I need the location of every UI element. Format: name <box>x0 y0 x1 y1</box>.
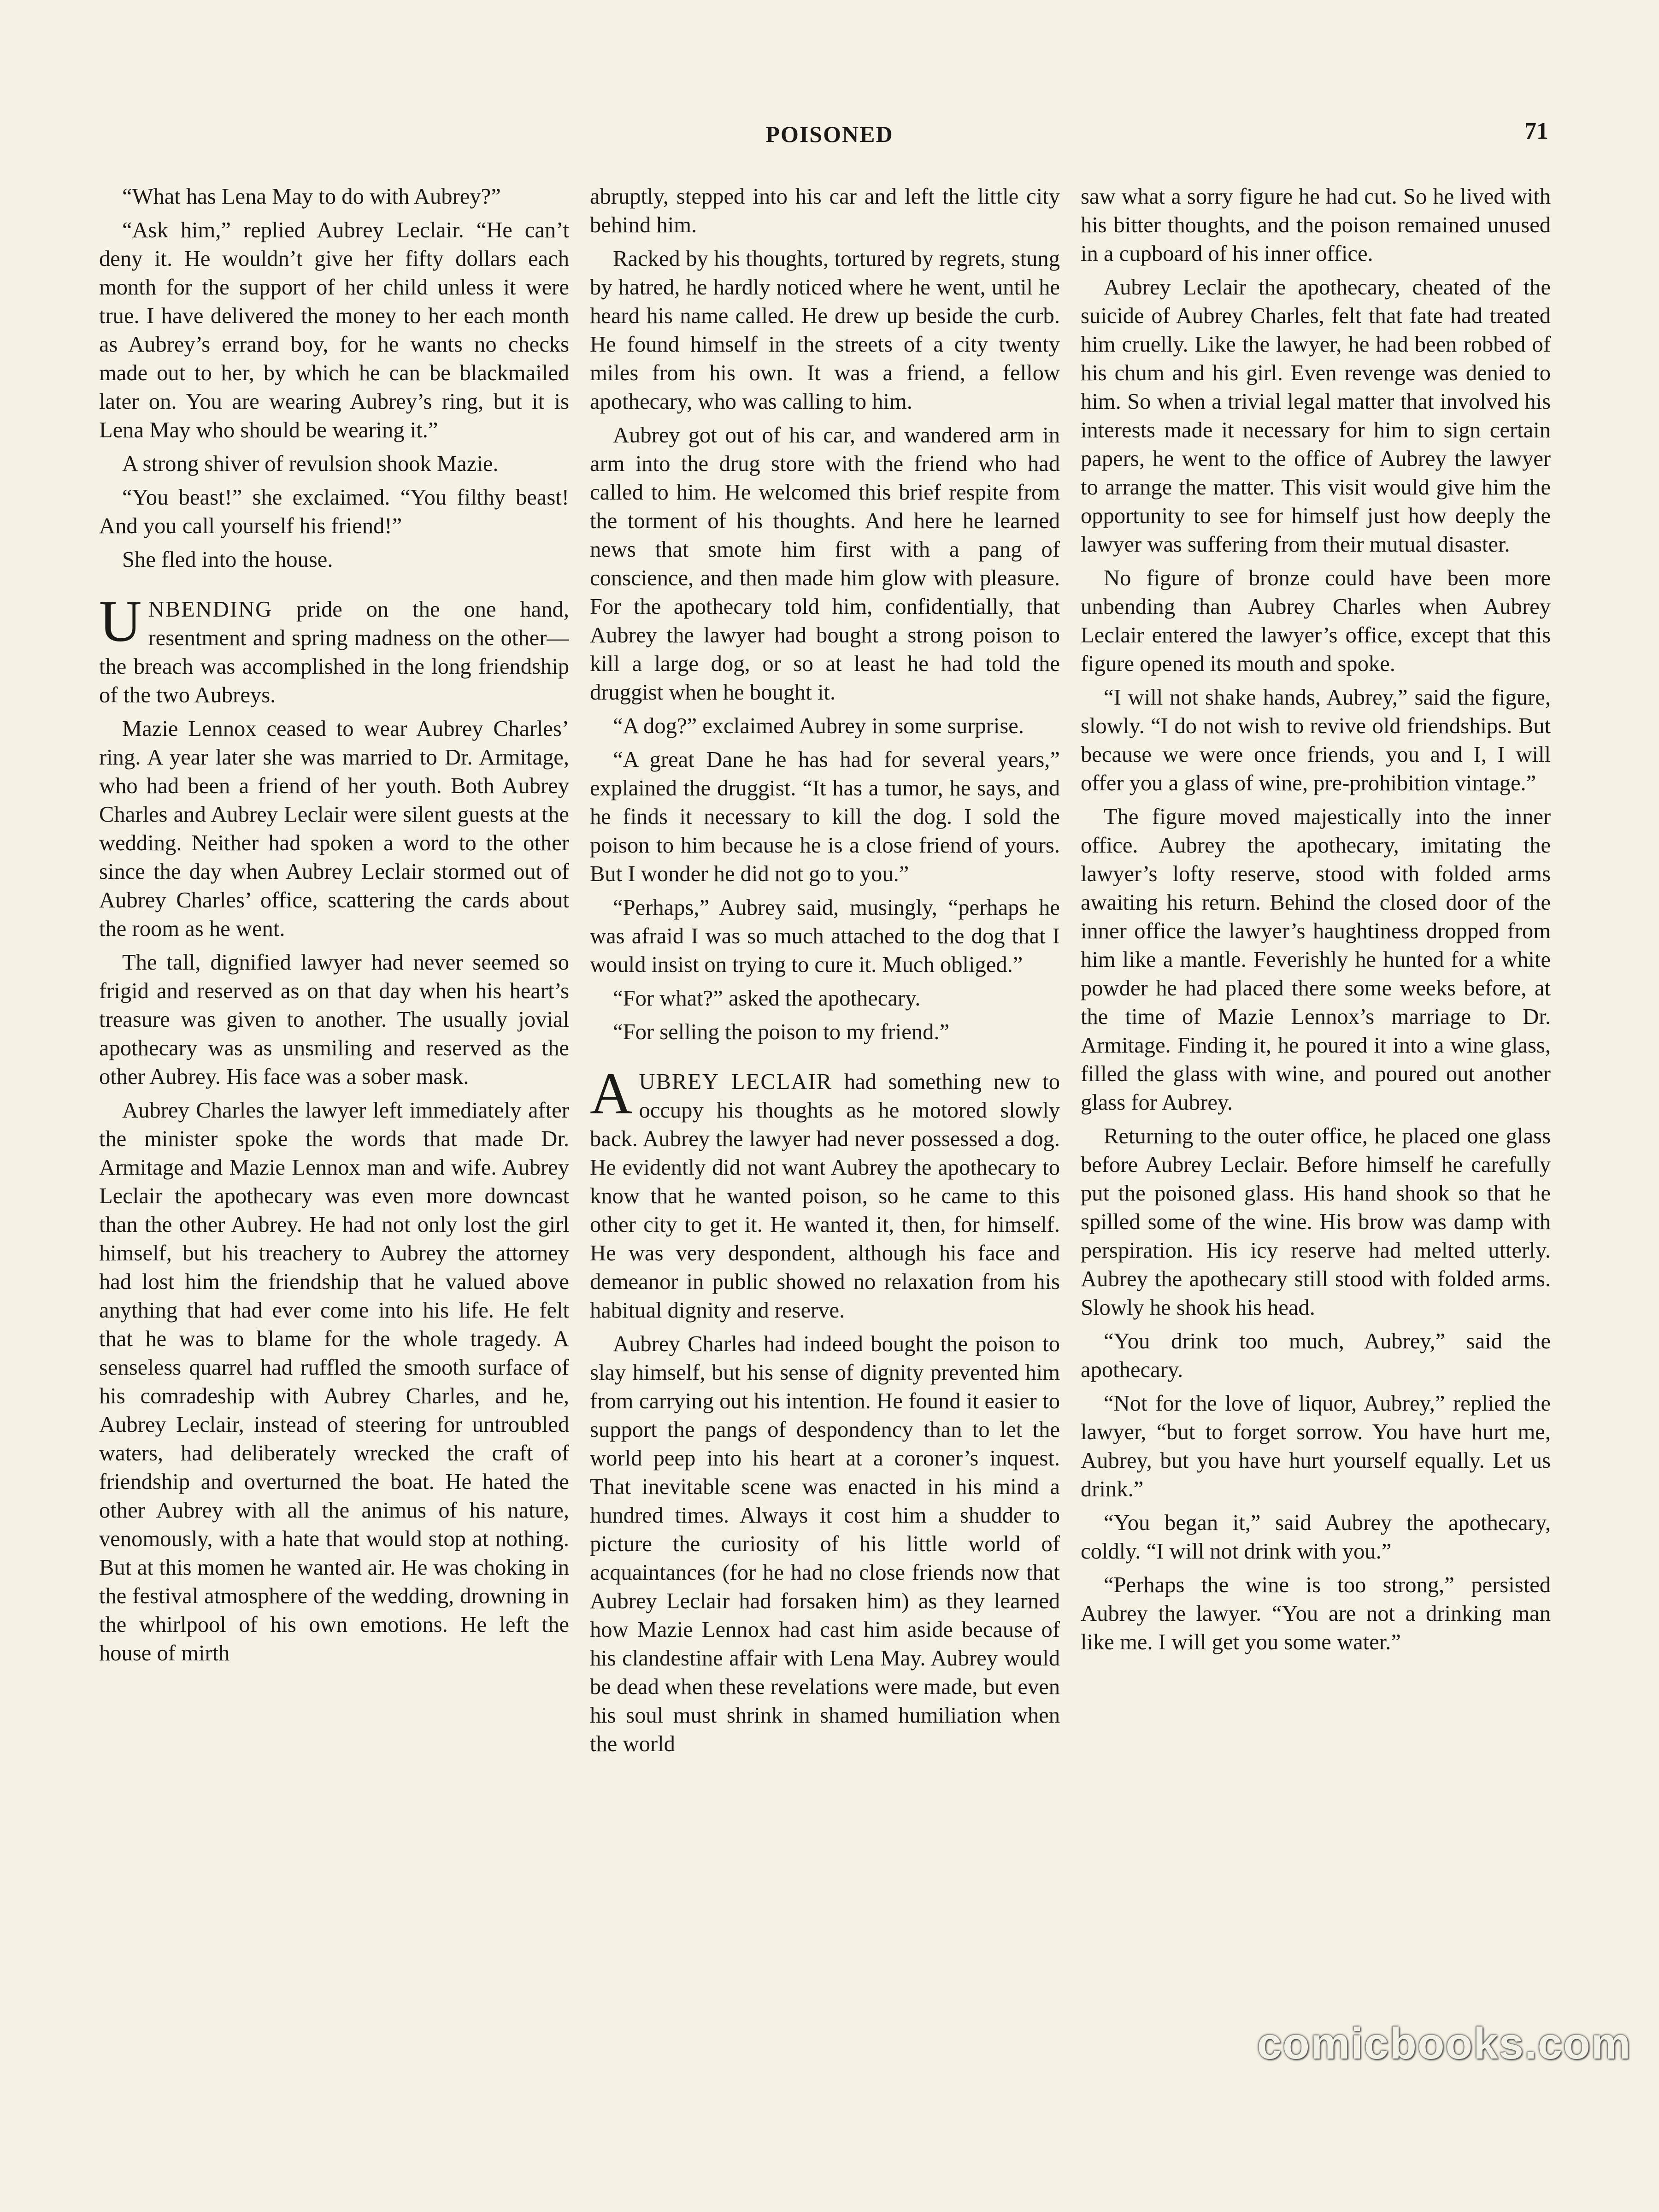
paragraph: The tall, dignified lawyer had never seemed so frigid and reserved as on that day when his heart’s treasure was given to another. The usually jovial apothecary was as unsmiling and reserved as the other Aubrey. His face was a sober mask. <box>99 950 569 1089</box>
text-column-1 <box>99 182 569 2113</box>
lead-in-smallcaps: NBENDING <box>148 597 273 622</box>
watermark-logo: comicbooks.com <box>1257 2019 1631 2068</box>
text-column-2 <box>590 182 1060 2113</box>
paragraph <box>590 1061 1060 1324</box>
paragraph: “A dog?” exclaimed Aubrey in some surprise. <box>613 713 1024 738</box>
paragraph: “Not for the love of liquor, Aubrey,” replied the lawyer, “but to forget sorrow. You have hurt me, Aubrey, but you have hurt yourself equally. Let us drink.” <box>1081 1391 1551 1501</box>
paragraph: “A great Dane he has had for several years,” explained the druggist. “It has a tumor, he says, and he finds it necessary to kill the dog. I sold the poison to him because he is a close friend of yours. But I wonder he did not go to you.” <box>590 747 1060 886</box>
paragraph: “For selling the poison to my friend.” <box>613 1019 950 1044</box>
paragraph <box>99 588 569 709</box>
paragraph: “Perhaps the wine is too strong,” persisted Aubrey the lawyer. “You are not a drinking man like me. I will get you some water.” <box>1081 1572 1551 1654</box>
paragraph: Aubrey Charles had indeed bought the poison to slay himself, but his sense of dignity prevented him from carrying out his intention. He found it easier to support the pangs of despondency than to let the world peep into his heart at a coroner’s inquest. That inevitable scene was enacted in his mind a hundred times. Always it cost him a shudder to picture the curiosity of his little world of acquaintances (for he had no close friends now that Aubrey Leclair had forsaken him) as they learned how Mazie Lennox had cast him aside because of his clandestine affair with Lena May. Aubrey would be dead when these revelations were made, but even his soul must shrink in shamed humiliation when the world <box>590 1331 1060 1756</box>
paragraph: “Perhaps,” Aubrey said, musingly, “perhaps he was afraid I was so much attached to the dog that I would insist on trying to cure it. Much obliged.” <box>590 895 1060 977</box>
paragraph: She fled into the house. <box>122 547 333 572</box>
paragraph: “You beast!” she exclaimed. “You filthy beast! And you call yourself his friend!” <box>99 485 569 538</box>
paragraph: Aubrey Leclair the apothecary, cheated of the suicide of Aubrey Charles, felt that fate had treated him cruelly. Like the lawyer, he had been robbed of his chum and his girl. Even revenge was denied to him. So when a trivial legal matter that involved his interests made it necessary for him to sign certain papers, he went to the office of Aubrey the lawyer to arrange the matter. This visit would give him the opportunity to see for himself just how deeply the lawyer was suffering from their mutual disaster. <box>1081 275 1551 557</box>
paragraph: Racked by his thoughts, tortured by regrets, stung by hatred, he hardly noticed where he went, until he heard his name called. He drew up beside the curb. He found himself in the streets of a city twenty miles from his own. It was a friend, a fellow apothecary, who was calling to him. <box>590 246 1060 414</box>
paragraph: Mazie Lennox ceased to wear Aubrey Charles’ ring. A year later she was married to Dr. Armitage, who had been a friend of her youth. Both Aubrey Charles and Aubrey Leclair were silent guests at the wedding. Neither had spoken a word to the other since the day when Aubrey Leclair stormed out of Aubrey Charles’ office, scattering the cards about the room as he went. <box>99 716 569 941</box>
paragraph-text: pride on the one hand, resentment and spring madness on the other—the breach was accomplished in the long friendship of the two Aubreys. <box>99 597 569 707</box>
paragraph: “You drink too much, Aubrey,” said the apothecary. <box>1081 1329 1551 1382</box>
paragraph: Aubrey Charles the lawyer left immediately after the minister spoke the words that made Dr. Armitage and Mazie Lennox man and wife. Aubrey Leclair the apothecary was even more downcast than the other Aubrey. He had not only lost the girl himself, but his treachery to Aubrey the attorney had lost him the friendship that he valued above anything that had ever come into his life. He felt that he was to blame for the whole tragedy. A senseless quarrel had ruffled the smooth surface of his comradeship with Aubrey Charles, and he, Aubrey Leclair, instead of steering for untroubled waters, had deliberately wrecked the craft of friendship and overturned the boat. He hated the other Aubrey with all the animus of his nature, venomously, with a hate that would stop at nothing. But at this momen he wanted air. He was choking in the festival atmosphere of the wedding, drowning in the whirlpool of his own emotions. He left the house of mirth <box>99 1098 569 1665</box>
paragraph: abruptly, stepped into his car and left the little city behind him. <box>590 184 1060 237</box>
running-title: POISONED <box>765 121 894 147</box>
paragraph: “I will not shake hands, Aubrey,” said the figure, slowly. “I do not wish to revive old friendships. But because we were once friends, you and I, I will offer you a glass of wine, pre-prohibition vintage.” <box>1081 685 1551 795</box>
paragraph: A strong shiver of revulsion shook Mazie. <box>122 451 499 476</box>
paragraph-text: had something new to occupy his thoughts as he motored slowly back. Aubrey the lawyer had never possessed a dog. He evidently did not want Aubrey the apothecary to know that he wanted poison, so he came to this other city to get it. He wanted it, then, for himself. He was very despondent, although his face and demeanor in public showed no relaxation from his habitual dignity and reserve. <box>590 1069 1060 1323</box>
paragraph: No figure of bronze could have been more unbending than Aubrey Charles when Aubrey Leclair entered the lawyer’s office, except that this figure opened its mouth and spoke. <box>1081 565 1551 676</box>
paragraph: “What has Lena May to do with Aubrey?” <box>122 184 501 209</box>
text-column-3 <box>1081 182 1551 2113</box>
drop-cap: A <box>590 1061 633 1126</box>
paragraph: saw what a sorry figure he had cut. So he lived with his bitter thoughts, and the poison remained unused in a cupboard of his inner office. <box>1081 184 1551 266</box>
drop-cap: U <box>99 588 142 654</box>
paragraph: “You began it,” said Aubrey the apothecary, coldly. “I will not drink with you.” <box>1081 1510 1551 1564</box>
paragraph: The figure moved majestically into the inner office. Aubrey the apothecary, imitating the lawyer’s lofty reserve, stood with folded arms awaiting his return. Behind the closed door of the inner office the lawyer’s haughtiness dropped from him like a mantle. Feverishly he hunted for a white powder he had placed there some weeks before, at the time of Mazie Lennox’s marriage to Dr. Armitage. Finding it, he poured it into a wine glass, filled the glass with wine, and poured out another glass for Aubrey. <box>1081 804 1551 1115</box>
lead-in-smallcaps: UBREY LECLAIR <box>639 1069 833 1094</box>
paragraph: Aubrey got out of his car, and wandered arm in arm into the drug store with the friend who had called to him. He welcomed this brief respite from the torment of his thoughts. And here he learned news that smote him first with a pang of conscience, and then made him glow with pleasure. For the apothecary told him, confidentially, that Aubrey the lawyer had bought a strong poison to kill a large dog, or so at least he had told the druggist when he bought it. <box>590 423 1060 705</box>
paragraph: Returning to the outer office, he placed one glass before Aubrey Leclair. Before himself he carefully put the poisoned glass. His hand shook so that he spilled some of the wine. His brow was damp with perspiration. His icy reserve had melted utterly. Aubrey the apothecary still stood with folded arms. Slowly he shook his head. <box>1081 1124 1551 1320</box>
page-number: 71 <box>1524 118 1548 144</box>
paragraph: “Ask him,” replied Aubrey Leclair. “He can’t deny it. He wouldn’t give her fifty dollars each month for the support of her child unless it were true. I have delivered the money to her each month as Aubrey’s errand boy, for he wants no checks made out to her, by which he can be blackmailed later on. You are wearing Aubrey’s ring, but it is Lena May who should be wearing it.” <box>99 218 569 442</box>
paragraph: “For what?” asked the apothecary. <box>613 986 921 1011</box>
